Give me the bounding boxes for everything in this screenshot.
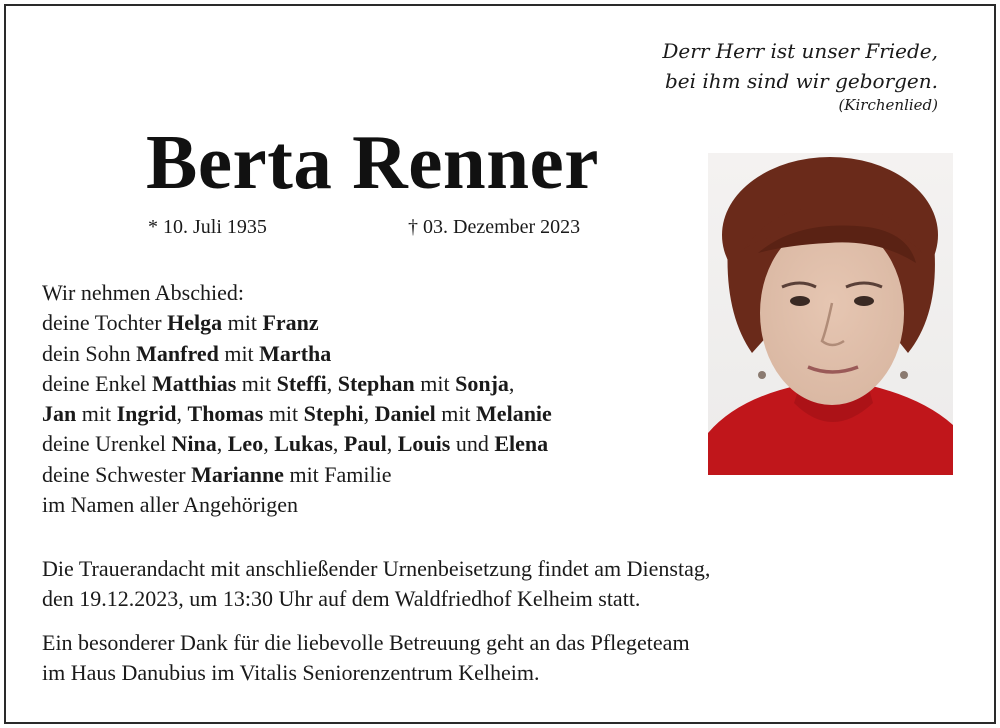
- mourner-line: [42, 460, 552, 490]
- mourner-text: im Namen aller Angehörigen: [42, 492, 298, 518]
- portrait-photo: [708, 153, 953, 475]
- mourner-text: mit: [435, 401, 477, 427]
- mourner-name: Thomas: [187, 401, 264, 427]
- mourners-list: [42, 308, 552, 520]
- mourner-name: Paul: [343, 431, 387, 457]
- mourner-text: deine Schwester: [42, 461, 192, 487]
- mourner-text: ,: [326, 370, 338, 396]
- service-notice: [42, 554, 710, 614]
- mourner-name: Matthias: [151, 370, 237, 396]
- mourner-text: dein Sohn: [42, 340, 137, 366]
- mourner-text: mit: [76, 401, 117, 427]
- mourner-text: ,: [216, 431, 228, 457]
- mourner-name: Sonja: [455, 370, 509, 396]
- mourner-name: Manfred: [136, 340, 219, 366]
- mourner-line: [42, 399, 552, 429]
- mourner-text: deine Tochter: [42, 310, 168, 336]
- mourner-name: Elena: [494, 431, 549, 457]
- service-line-1: Die Trauerandacht mit anschließender Urnenbeisetzung findet am Dienstag,: [42, 556, 711, 581]
- birth-date: * 10. Juli 1935: [148, 216, 267, 238]
- mourner-text: mit: [218, 340, 260, 366]
- mourner-name: Lukas: [274, 431, 333, 457]
- quote-line-1: Derr Herr ist unser Friede,: [662, 39, 938, 63]
- mourner-name: Louis: [397, 431, 451, 457]
- mourner-name: Helga: [167, 310, 223, 336]
- mourner-name: Marianne: [191, 461, 284, 487]
- mourner-text: mit: [236, 370, 277, 396]
- death-date: † 03. Dezember 2023: [408, 216, 581, 238]
- mourner-text: mit: [414, 370, 456, 396]
- mourner-text: ,: [386, 431, 398, 457]
- mourner-text: deine Urenkel: [42, 431, 172, 457]
- quote-line-2: bei ihm sind wir geborgen.: [664, 69, 938, 93]
- thanks-line-2: im Haus Danubius im Vitalis Seniorenzentrum Kelheim.: [42, 660, 540, 685]
- deceased-name: Berta Renner: [146, 119, 599, 205]
- mourner-name: Martha: [259, 340, 332, 366]
- mourner-name: Leo: [227, 431, 264, 457]
- mourner-name: Daniel: [374, 401, 436, 427]
- mourner-text: ,: [332, 431, 344, 457]
- mourner-line: [42, 369, 552, 399]
- mourner-name: Steffi: [276, 370, 327, 396]
- mourner-text: mit: [263, 401, 304, 427]
- thanks-notice: [42, 628, 690, 688]
- mourner-text: und: [450, 431, 495, 457]
- mourner-line: [42, 490, 552, 520]
- mourner-name: Melanie: [476, 401, 552, 427]
- mourner-line: [42, 339, 552, 369]
- farewell-intro: Wir nehmen Abschied:: [42, 280, 244, 305]
- mourner-name: Franz: [262, 310, 319, 336]
- mourner-text: mit Familie: [283, 461, 392, 487]
- mourner-name: Nina: [171, 431, 217, 457]
- thanks-line-1: Ein besonderer Dank für die liebevolle Betreuung geht an das Pflegeteam: [42, 630, 690, 655]
- mourner-text: ,: [508, 370, 515, 396]
- mourner-text: deine Enkel: [42, 370, 152, 396]
- mourner-text: mit: [222, 310, 263, 336]
- mourner-name: Ingrid: [116, 401, 177, 427]
- mourner-text: ,: [263, 431, 275, 457]
- farewell-list: [42, 278, 552, 520]
- service-line-2: den 19.12.2023, um 13:30 Uhr auf dem Waldfriedhof Kelheim statt.: [42, 586, 641, 611]
- mourner-name: Stephi: [303, 401, 364, 427]
- quote-source: (Kirchenlied): [838, 96, 938, 114]
- mourner-line: [42, 429, 552, 459]
- epigraph-quote: [662, 36, 938, 114]
- mourner-line: [42, 308, 552, 338]
- mourner-name: Jan: [42, 401, 77, 427]
- mourner-text: ,: [363, 401, 375, 427]
- mourner-name: Stephan: [337, 370, 415, 396]
- mourner-text: ,: [176, 401, 188, 427]
